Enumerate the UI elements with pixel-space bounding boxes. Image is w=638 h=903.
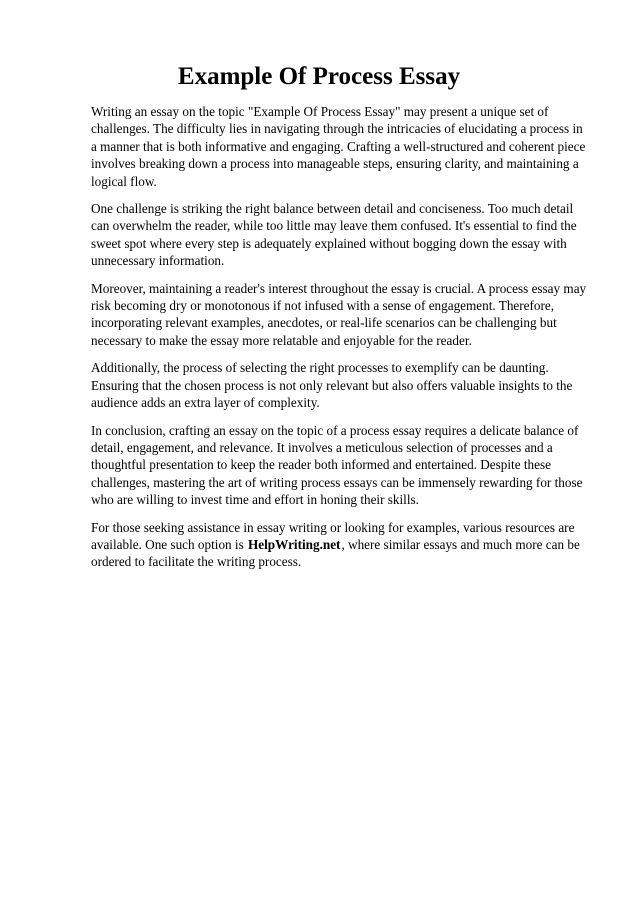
paragraph-2: One challenge is striking the right balance between detail and conciseness. Too much detail can overwhelm the reader, while too little may leave them confused. It's essential to find the sweet spot where every step is adequately explained without bogging down the essay with unnecessary information.: [91, 201, 577, 269]
helpwriting-link[interactable]: HelpWriting.net: [248, 536, 341, 552]
paragraph-3: Moreover, maintaining a reader's interest throughout the essay is crucial. A process essay may risk becoming dry or monotonous if not infused with a sense of engagement. Therefore, incorporating relevant examples, anecdotes, or real-life scenarios can be challenging but necessary to make the essay more relatable and enjoyable for the reader.: [91, 280, 587, 348]
paragraph-4: Additionally, the process of selecting the right processes to exemplify can be daunting. Ensuring that the chosen process is not only relevant but also offers valuable insights to the audience adds an extra layer of complexity.: [91, 360, 573, 411]
paragraph-6: [91, 519, 591, 571]
page-title: Example Of Process Essay: [177, 63, 461, 90]
paragraph-5: In conclusion, crafting an essay on the topic of a process essay requires a delicate balance of detail, engagement, and relevance. It involves a meticulous selection of processes and a thoughtful presentation to keep the reader both informed and entertained. Despite these challenges, mastering the art of writing process essays can be immensely rewarding for those who are willing to invest time and effort in honing their skills.: [91, 422, 583, 508]
essay-body: [91, 103, 591, 581]
paragraph-6-text-before: For those seeking assistance in essay writing or looking for examples, various resources are available. One such option is: [91, 519, 575, 552]
paragraph-6-text-after: , where similar essays and much more can be ordered to facilitate the writing process.: [91, 536, 580, 570]
paragraph-1: Writing an essay on the topic "Example Of Process Essay" may present a unique set of challenges. The difficulty lies in navigating through the intricacies of elucidating a process in a manner that is both informative and engaging. Crafting a well-structured and coherent piece involves breaking down a process into manageable steps, ensuring clarity, and maintaining a logical flow.: [91, 104, 586, 189]
